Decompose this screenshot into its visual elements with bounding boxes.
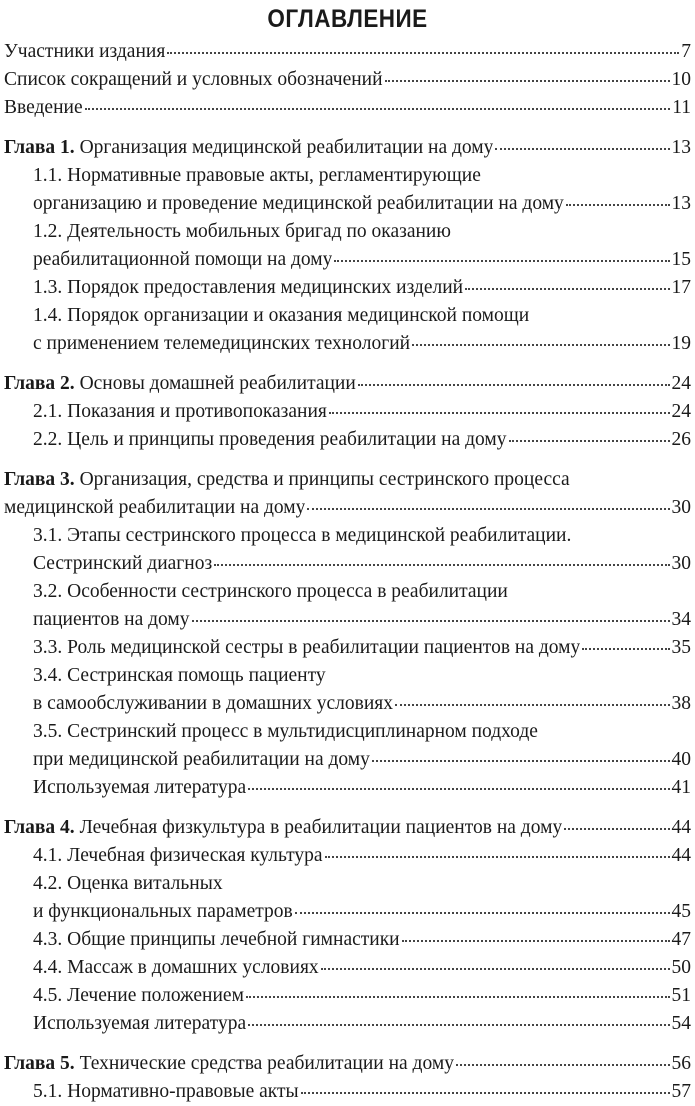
toc-entry[interactable] — [4, 1078, 691, 1106]
toc-entry[interactable] — [4, 898, 691, 926]
page-number: 41 — [671, 777, 691, 798]
dot-leader — [248, 1024, 669, 1026]
chapter-label: Глава 4. — [4, 817, 75, 838]
page-number: 13 — [671, 137, 691, 158]
entry-title: организацию и проведение медицинской реабилитации на дому — [33, 193, 564, 214]
toc-entry[interactable] — [4, 982, 691, 1010]
dot-leader — [307, 508, 669, 510]
dot-leader — [564, 828, 669, 830]
toc-chapter-5[interactable] — [4, 1050, 691, 1078]
dot-leader — [334, 260, 669, 262]
dot-leader — [301, 1092, 670, 1094]
dot-leader — [566, 204, 670, 206]
toc-entry[interactable] — [4, 190, 691, 218]
toc-entry[interactable] — [4, 954, 691, 982]
toc-entry[interactable] — [4, 606, 691, 634]
page-number: 26 — [671, 429, 691, 450]
chapter-label: Глава 1. — [4, 137, 75, 158]
dot-leader — [192, 620, 670, 622]
page-number: 54 — [671, 1013, 691, 1034]
entry-title-line[interactable]: 4.2. Оценка витальных — [33, 873, 223, 894]
dot-leader — [372, 760, 670, 762]
dot-leader — [167, 52, 679, 54]
toc-entry[interactable] — [4, 746, 691, 774]
entry-title: 3.3. Роль медицинской сестры в реабилитации пациентов на дому — [33, 637, 581, 658]
entry-title: при медицинской реабилитации на дому — [33, 749, 370, 770]
dot-leader — [321, 968, 670, 970]
page-number: 35 — [671, 637, 691, 658]
page-number: 30 — [671, 497, 691, 518]
entry-title: и функциональных параметров — [33, 901, 293, 922]
toc-entry[interactable] — [4, 426, 691, 454]
toc-entry[interactable] — [4, 330, 691, 358]
entry-title-line[interactable]: 1.4. Порядок организации и оказания медицинской помощи — [33, 305, 530, 326]
entry-title: 4.5. Лечение положением — [33, 985, 244, 1006]
entry-title: Используемая литература — [33, 1013, 247, 1034]
page-number: 56 — [671, 1053, 691, 1074]
page-number: 24 — [671, 373, 691, 394]
chapter-title: Технические средства реабилитации на дому — [79, 1053, 454, 1074]
dot-leader — [85, 108, 671, 110]
toc-entry[interactable] — [4, 1010, 691, 1038]
toc-entry[interactable] — [4, 94, 691, 122]
entry-title-line[interactable]: 3.1. Этапы сестринского процесса в медицинской реабилитации. — [33, 525, 572, 546]
entry-title: Используемая литература — [33, 777, 247, 798]
entry-title: Список сокращений и условных обозначений — [4, 69, 383, 90]
chapter-label: Глава 3. — [4, 469, 75, 490]
dot-leader — [402, 940, 670, 942]
page-number: 11 — [672, 97, 691, 118]
entry-title: Участники издания — [4, 41, 166, 62]
page-number: 51 — [671, 985, 691, 1006]
entry-title: Сестринский диагноз — [33, 553, 213, 574]
toc-entry[interactable] — [4, 690, 691, 718]
dot-leader — [246, 996, 670, 998]
chapter-label: Глава 5. — [4, 1053, 75, 1074]
page-number: 45 — [671, 901, 691, 922]
chapter-title: Лечебная физкультура в реабилитации пациентов на дому — [79, 817, 563, 838]
page-number: 30 — [671, 553, 691, 574]
page-number: 7 — [681, 41, 691, 62]
toc-chapter-3[interactable] — [4, 466, 691, 494]
page-number: 34 — [671, 609, 691, 630]
page-number: 44 — [671, 845, 691, 866]
chapter-title: Организация, средства и принципы сестринского процесса — [79, 469, 570, 490]
toc-entry[interactable] — [4, 66, 691, 94]
page-number: 47 — [671, 929, 691, 950]
chapter-title: Организация медицинской реабилитации на дому — [79, 137, 494, 158]
dot-leader — [412, 344, 669, 346]
entry-title-line[interactable]: 3.5. Сестринский процесс в мультидисциплинарном подходе — [33, 721, 538, 742]
entry-title: в самообслуживании в домашних условиях — [33, 693, 393, 714]
page-title: ОГЛАВЛЕНИЕ — [267, 5, 428, 33]
entry-title-line[interactable]: 3.2. Особенности сестринского процесса в реабилитации — [33, 581, 508, 602]
dot-leader — [325, 856, 670, 858]
dot-leader — [385, 80, 670, 82]
entry-title: медицинской реабилитации на дому — [4, 497, 306, 518]
chapter-title: Основы домашней реабилитации — [79, 373, 356, 394]
toc-entry[interactable] — [4, 774, 691, 802]
toc-entry[interactable] — [4, 38, 691, 66]
dot-leader — [358, 384, 670, 386]
toc-entry[interactable] — [4, 550, 691, 578]
entry-title: 4.1. Лечебная физическая культура — [33, 845, 323, 866]
page-number: 50 — [671, 957, 691, 978]
dot-leader — [582, 648, 669, 650]
page-number: 24 — [671, 401, 691, 422]
page-number: 57 — [671, 1081, 691, 1102]
dot-leader — [248, 788, 669, 790]
chapter-label: Глава 2. — [4, 373, 75, 394]
entry-title: реабилитационной помощи на дому — [33, 249, 333, 270]
dot-leader — [395, 704, 670, 706]
dot-leader — [509, 440, 670, 442]
entry-title: 4.4. Массаж в домашних условиях — [33, 957, 319, 978]
toc-entry[interactable] — [4, 842, 691, 870]
entry-title-line[interactable]: 3.4. Сестринская помощь пациенту — [33, 665, 326, 686]
entry-title: 5.1. Нормативно-правовые акты — [33, 1081, 299, 1102]
entry-title-line[interactable]: 1.1. Нормативные правовые акты, регламентирующие — [33, 165, 481, 186]
toc-entry[interactable] — [4, 494, 691, 522]
toc-entry[interactable] — [4, 926, 691, 954]
page-number: 40 — [671, 749, 691, 770]
toc-chapter-1[interactable] — [4, 134, 691, 162]
entry-title: 2.2. Цель и принципы проведения реабилитации на дому — [33, 429, 507, 450]
dot-leader — [214, 564, 669, 566]
page-number: 19 — [671, 333, 691, 354]
table-of-contents-page — [4, 0, 691, 1106]
page-number: 38 — [671, 693, 691, 714]
entry-title-line[interactable]: 1.2. Деятельность мобильных бригад по оказанию — [33, 221, 451, 242]
toc-entry[interactable] — [4, 398, 691, 426]
toc-list — [4, 38, 691, 1106]
toc-entry[interactable] — [4, 246, 691, 274]
dot-leader — [329, 412, 670, 414]
entry-title: 4.3. Общие принципы лечебной гимнастики — [33, 929, 400, 950]
toc-chapter-2[interactable] — [4, 370, 691, 398]
page-number: 17 — [671, 277, 691, 298]
toc-chapter-4[interactable] — [4, 814, 691, 842]
page-number: 44 — [671, 817, 691, 838]
entry-title: с применением телемедицинских технологий — [33, 333, 411, 354]
toc-entry[interactable] — [4, 274, 691, 302]
entry-title: 1.3. Порядок предоставления медицинских изделий — [33, 277, 464, 298]
dot-leader — [495, 148, 669, 150]
entry-title: Введение — [4, 97, 83, 118]
page-number: 13 — [671, 193, 691, 214]
entry-title: 2.1. Показания и противопоказания — [33, 401, 327, 422]
page-number: 10 — [671, 69, 691, 90]
entry-title: пациентов на дому — [33, 609, 190, 630]
dot-leader — [465, 288, 669, 290]
page-number: 15 — [671, 249, 691, 270]
toc-entry[interactable] — [4, 634, 691, 662]
dot-leader — [295, 912, 670, 914]
dot-leader — [456, 1064, 670, 1066]
